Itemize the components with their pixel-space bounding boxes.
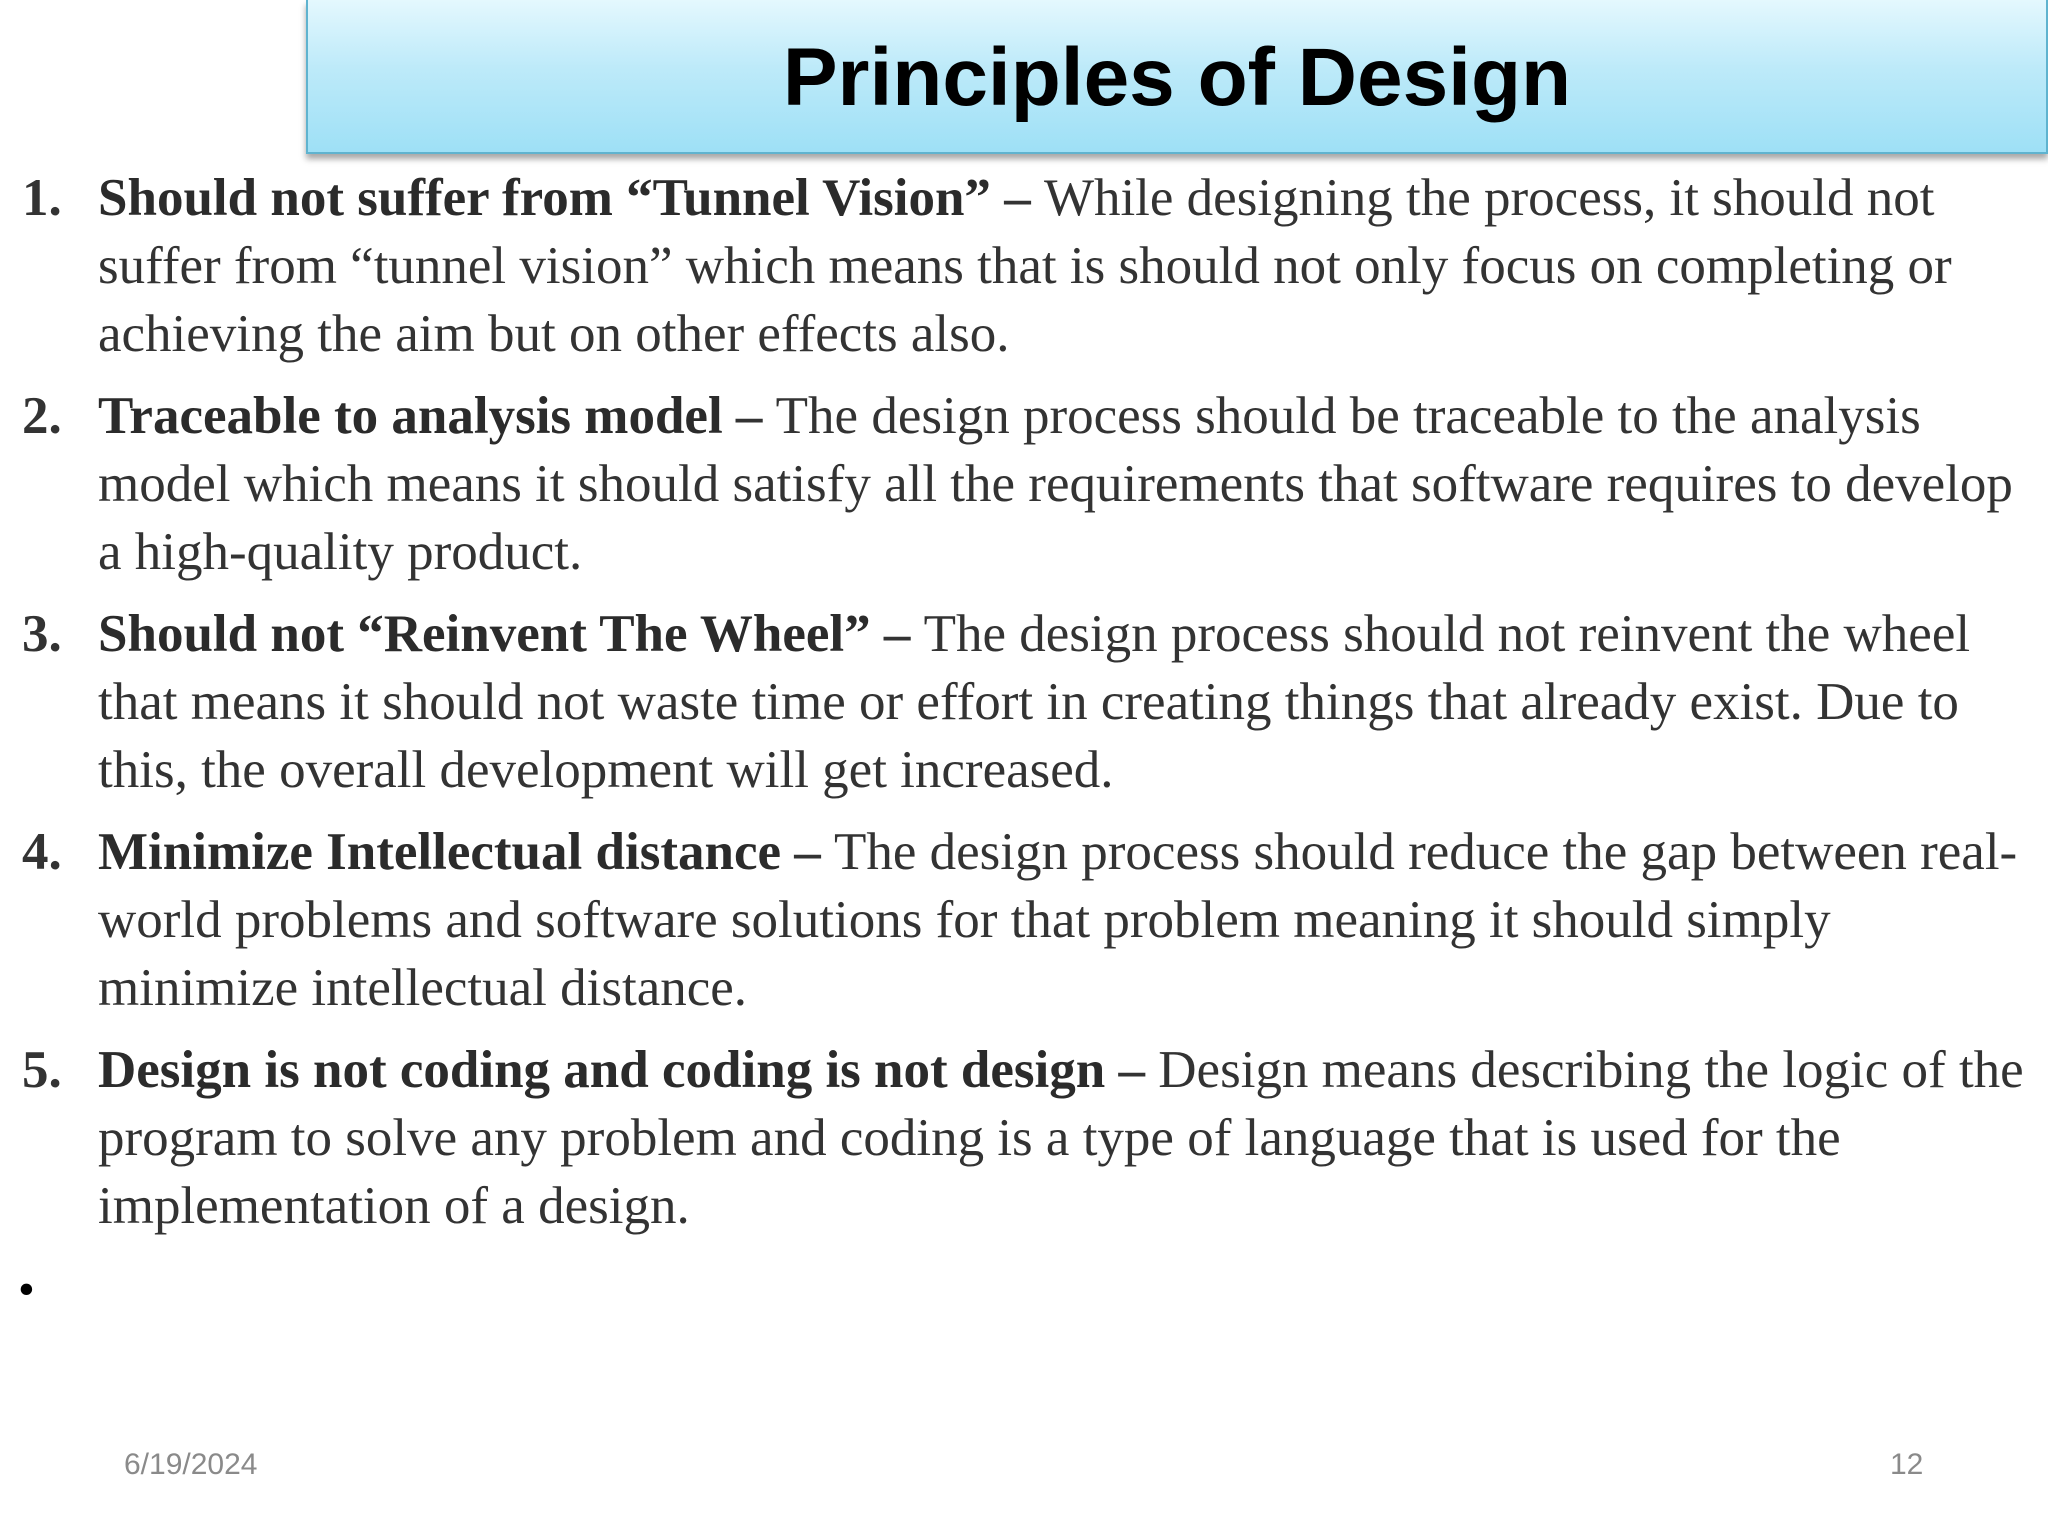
item-text: While designing the process, it should not suffer from “tunnel vision” which means that is should not only focus on completing or achieving the aim but on other effects also. — [98, 169, 1952, 363]
item-text: Design means describing the logic of the program to solve any problem and coding is a type of language that is used for the implementation of a design. — [98, 1041, 2024, 1235]
item-number: 2. — [22, 387, 62, 445]
list-item — [0, 818, 2048, 1022]
item-heading: Traceable to analysis model — [98, 387, 723, 445]
page-number: 12 — [1890, 1448, 1924, 1481]
item-dash: – — [870, 605, 924, 663]
item-dash: – — [1105, 1041, 1159, 1099]
item-heading: Minimize Intellectual distance — [98, 823, 781, 881]
item-text: The design process should be traceable to the analysis model which means it should satisfy all the requirements that software requires to develop a high-quality product. — [98, 387, 2013, 581]
slide-title: Principles of Design — [782, 32, 1572, 123]
item-number: 3. — [22, 605, 62, 663]
item-dash: – — [781, 823, 834, 881]
empty-bullet: • — [18, 1263, 35, 1316]
list-item — [0, 382, 2048, 586]
footer-date: 6/19/2024 — [124, 1448, 258, 1481]
item-number: 4. — [22, 823, 62, 881]
list-item — [0, 1036, 2048, 1240]
item-text: The design process should not reinvent the wheel that means it should not waste time or effort in creating things that already exist. Due to this, the overall development will get increased. — [98, 605, 1971, 799]
item-heading: Should not “Reinvent The Wheel” — [98, 605, 871, 663]
item-dash: – — [722, 387, 776, 445]
item-heading: Design is not coding and coding is not design — [98, 1041, 1106, 1099]
item-heading: Should not suffer from “Tunnel Vision” — [98, 169, 991, 227]
title-banner — [306, 0, 2048, 154]
item-number: 5. — [22, 1041, 62, 1099]
item-dash: – — [990, 169, 1044, 227]
principles-list — [0, 164, 2048, 1254]
item-number: 1. — [22, 169, 62, 227]
list-item — [0, 600, 2048, 804]
item-text: The design process should reduce the gap between real-world problems and software solutions for that problem meaning it should simply minimize intellectual distance. — [98, 823, 2018, 1017]
list-item — [0, 164, 2048, 368]
